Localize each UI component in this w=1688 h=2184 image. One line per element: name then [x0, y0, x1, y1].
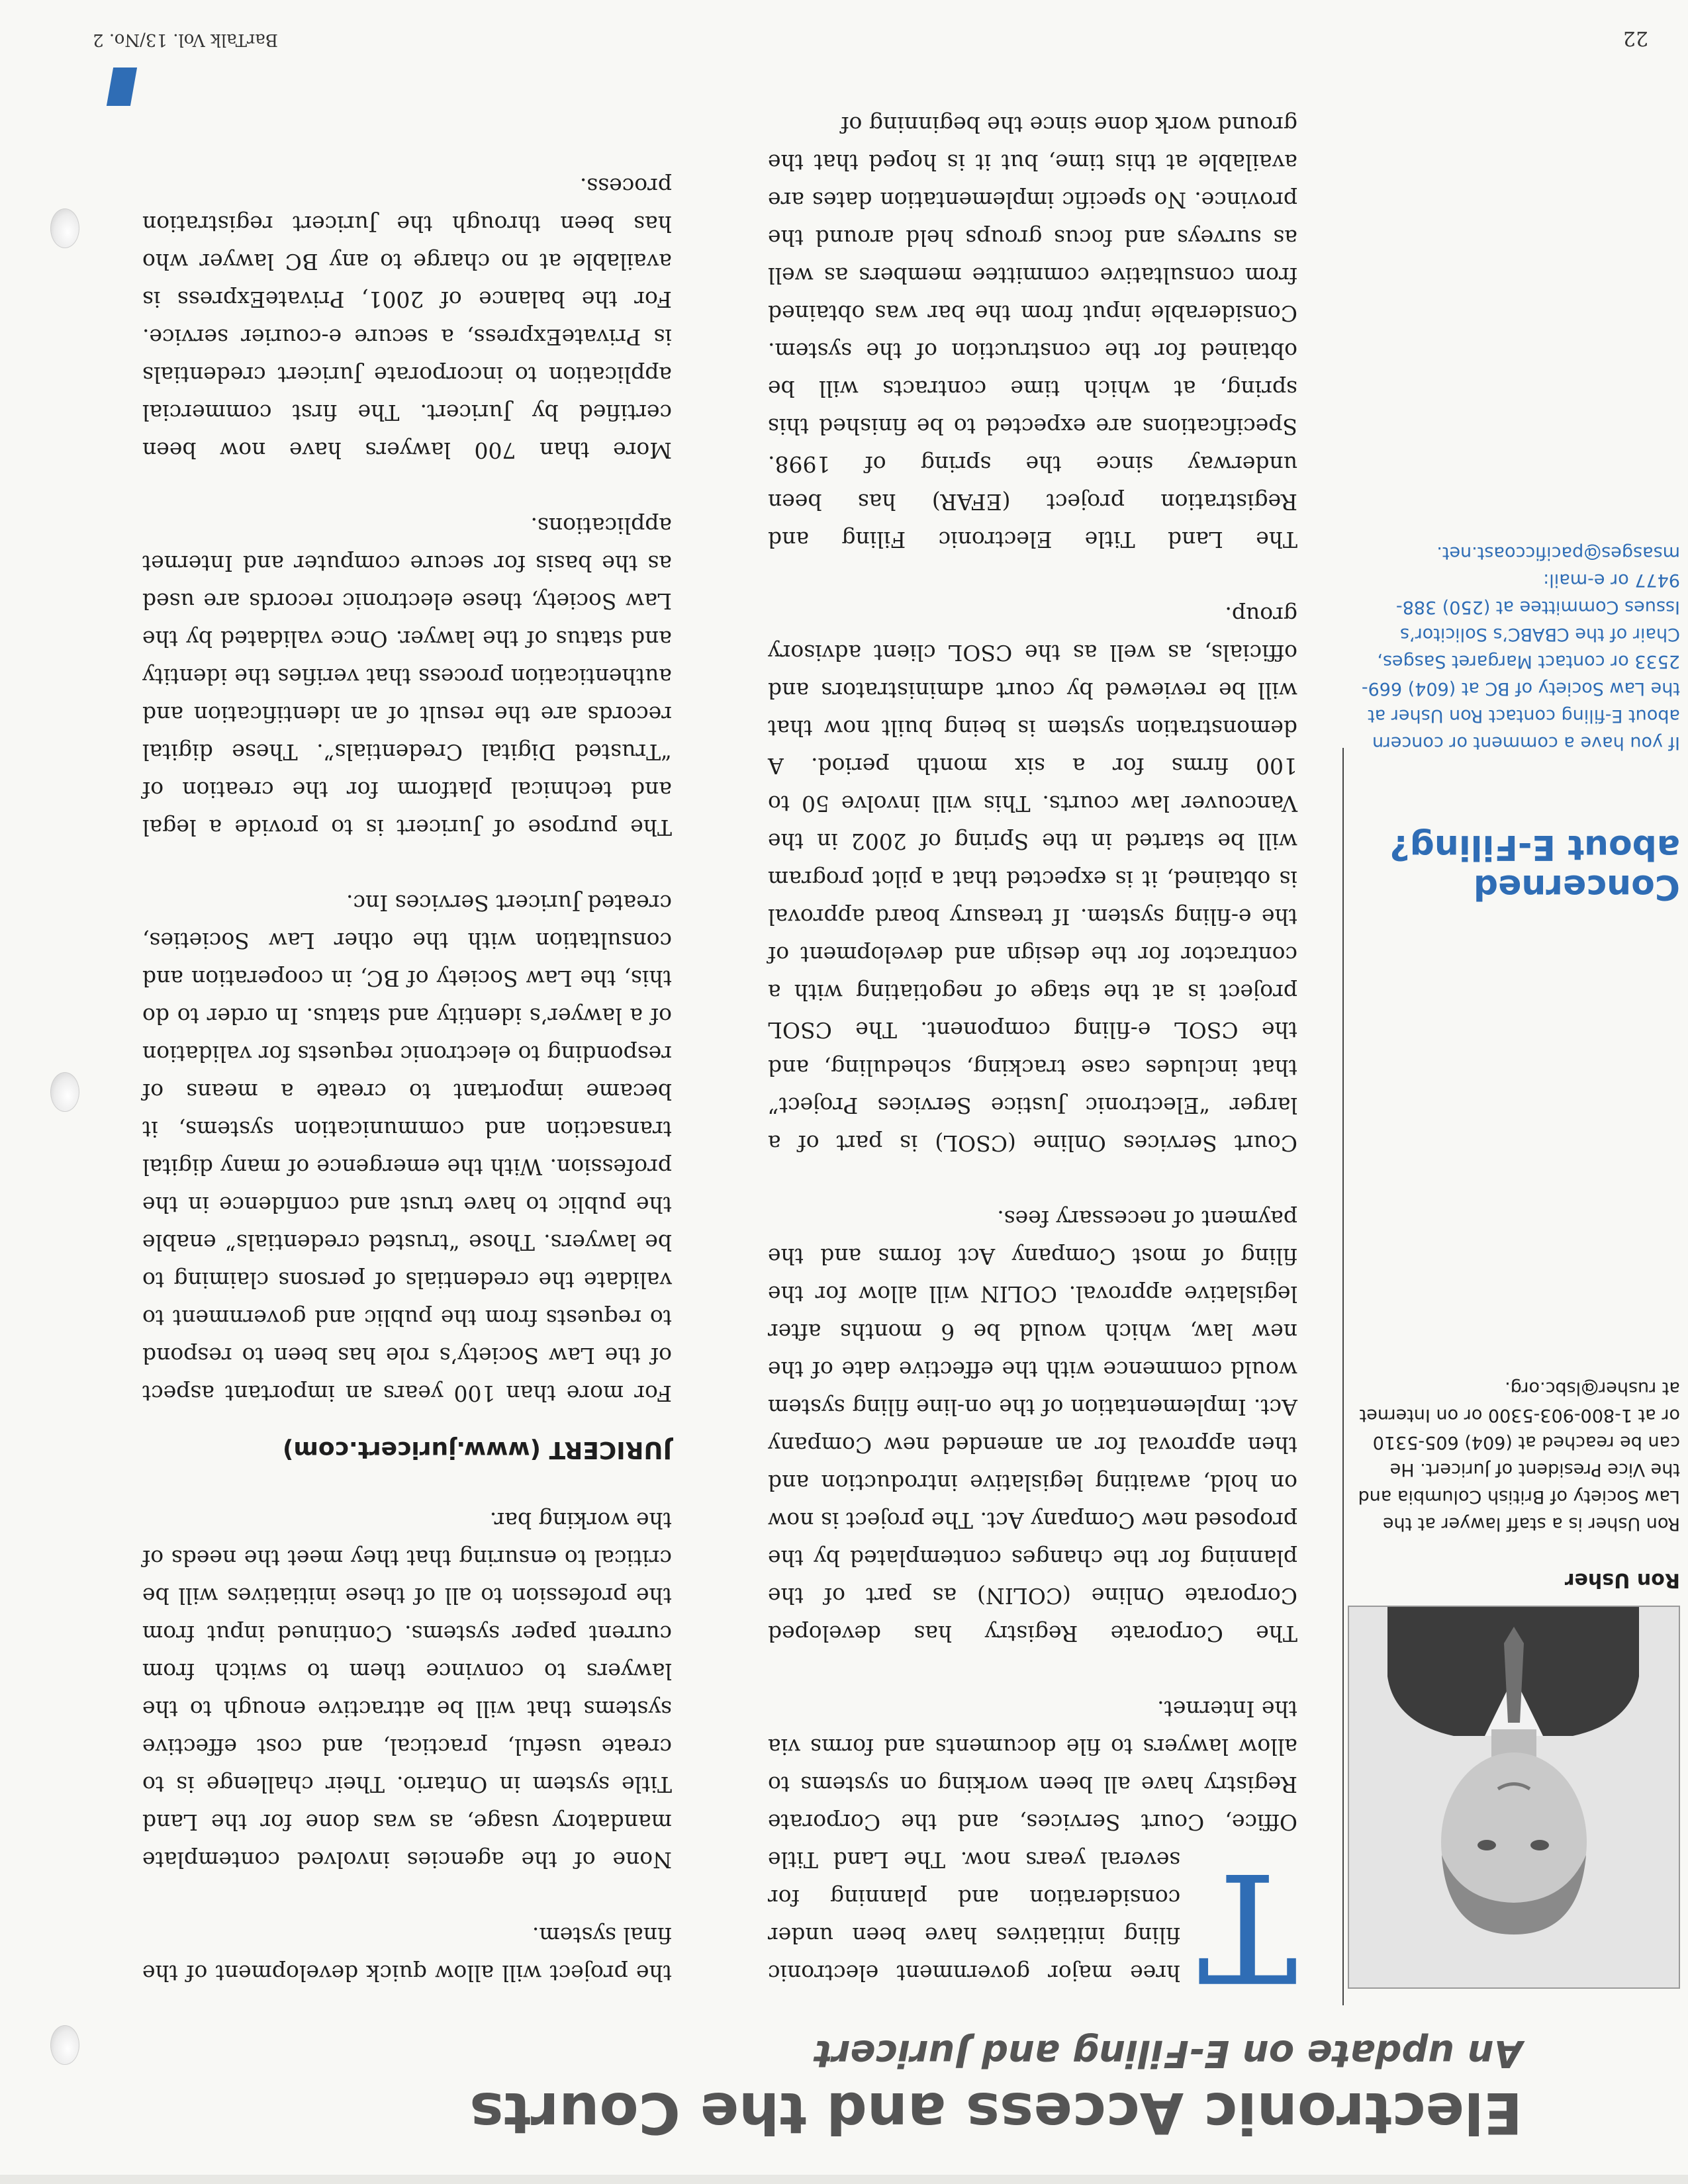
paragraph: The purpose of Juricert is to provide a legal and technical platform for the creation of “Trusted Digital Credentials”. These digital records are the result of an identification and authentication process that verifies the identity and status of the lawyer. Once validated by the Law Society, these electronic records are used as the basis for secure computer and Internet applications. — [142, 513, 672, 841]
article-subtitle: An update on E-Filing and Juricert — [814, 2032, 1523, 2075]
scan-edge — [0, 2175, 1688, 2184]
paragraph: the project will allow quick development of the final system. — [142, 1923, 672, 1986]
section-heading-juricert: JURICERT (www.juricert.com) — [282, 1436, 672, 1463]
article-column-1 — [768, 68, 1297, 2013]
author-name: Ron Usher — [1564, 1569, 1680, 1592]
paragraph: The Corporate Registry has developed Corporate Online (COLIN) as part of the planning for the changes contemplated by the proposed new Company Act. The project is now on hold, awaiting legislative introduction and then approval for an amended new Company Act. Implementation of the on-line filing system would commence with the effective date of the new law, which would be 6 months after legislative approval. COLIN will allow for the filing of most Company Act forms and the payment of necessary fees. — [768, 1206, 1297, 1647]
paragraph-text: hree major government electronic filing initiatives have been under consideration and planning for several years now. The Land Title Office, Court Services, and the Corporate Registry have all been working on systems to allow lawyers to file documents and forms via the Internet. — [768, 1696, 1297, 1986]
callout-title: Concerned about E-Filing? — [1389, 827, 1680, 907]
binder-hole — [50, 1072, 79, 1112]
binder-hole — [50, 208, 79, 248]
paragraph: For more than 100 years an important aspect of the Law Society’s role has been to respond to requests from the public and government to validate the credentials of persons claiming to be lawyers. Those “trusted credentials” enable the public to have trust and confidence in the profession. With the emergence of many digital transaction and communication systems, it became important to create a means of responding to electronic requests for validation of a lawyer’s identity and status. In order to do this, the Law Society of BC, in cooperation and consultation with the other Law Societies, created Juricert Services Inc. — [142, 890, 672, 1406]
author-photo — [1348, 1606, 1680, 1989]
paragraph: None of the agencies involved contemplate mandatory usage, as was done for the Land Title system in Ontario. Their challenge is to create useful, practical, and cost effective systems that will be attractive enough to the lawyers to convince them to switch from current paper systems. Continued input from the profession to all of these initiatives will be critical to ensuring that they meet the needs of the working bar. — [142, 1508, 672, 1873]
end-marker — [107, 68, 137, 106]
article-title: Electronic Access and the Courts — [469, 2079, 1523, 2146]
paragraph: The Land Title Electronic Filing and Registration project (EFAR) has been underway since the spring of 1998. Specifications are expected to be finished this spring, at which time contracts will be obtained for the construction of the system. Considerable input from the bar was obtained from consultative committee members as well as surveys and focus groups held around the province. No specific implementation dates are available at this time, but it is hoped that the ground work done since the beginning of — [768, 112, 1297, 553]
publication-info: BarTalk Vol. 13/No. 2 — [93, 30, 278, 50]
binder-hole — [50, 2025, 79, 2065]
drop-cap: T — [1197, 1839, 1297, 2013]
sidebar-divider — [1342, 748, 1344, 2005]
paragraph — [768, 1690, 1297, 2013]
paragraph: Court Services Online (CSOL) is part of a larger “Electronic Justice Services Project” that includes case tracking, scheduling, and the CSOL e-filing component. The CSOL project is at the stage of negotiating with a contractor for the design and development of the e-filing system. If treasury board approval is obtained, it is expected that a pilot program will be started in the Spring of 2002 in the Vancouver law courts. This will involve 50 to 100 firms for a six month period. A demonstration system is being built now that will be reviewed by court administrators and officials, as well as the CSOL client advisory group. — [768, 602, 1297, 1156]
paragraph: More than 700 lawyers have now been certified by Juricert. The first commercial application to incorporate Juricert credentials is PrivateExpress, a secure e-courier service. For the balance of 2001, PrivateExpress is available at no charge to any BC lawyer who has been through the Juricert registration process. — [142, 173, 672, 463]
article-column-2 — [142, 130, 672, 1992]
callout-text: If you have a comment or concern about E-filing contact Ron Usher at the Law Society of BC at (604) 669-2533 or contact Margaret Sasges, Chair of the CBABC’s Solicitor’s Issues Committee at (250) 388-9477 or e-mail: msasges@pacificcoast.net. — [1361, 543, 1680, 753]
page-number: 22 — [1622, 26, 1648, 50]
author-bio: Ron Usher is a staff lawyer at the Law Society of British Columbia and the Vice President of Juricert. He can be reached at (604) 605-5310 or at 1-800-903-5300 or on Internet at rusher@lsbc.org. — [1358, 1378, 1680, 1534]
